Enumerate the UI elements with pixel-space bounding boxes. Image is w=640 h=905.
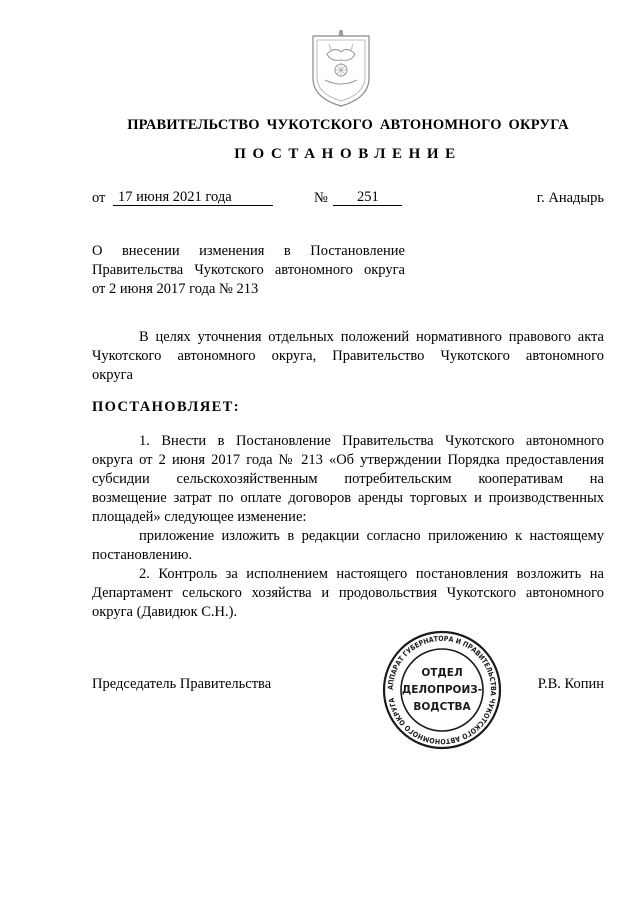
item-1-change-paragraph — [92, 527, 604, 565]
document-city: г. Анадырь — [536, 190, 604, 206]
document-subject — [92, 242, 405, 299]
government-title: ПРАВИТЕЛЬСТВО ЧУКОТСКОГО АВТОНОМНОГО ОКРУГА — [127, 117, 569, 133]
item-1-change-line: приложение изложить в редакции согласно приложению к настоящему — [139, 528, 604, 544]
item-2-line: округа (Давидюк С.Н.). — [92, 604, 238, 620]
office-stamp — [382, 630, 502, 750]
stamp-center-line: ВОДСТВА — [413, 701, 471, 713]
date-prefix: от — [92, 190, 106, 206]
coat-of-arms-icon — [305, 26, 377, 110]
stamp-center-line: ДЕЛОПРОИЗ- — [401, 684, 483, 696]
document-number — [333, 190, 402, 206]
item-2-line: Департамент сельского хозяйства и продовольствия Чукотского автономного — [92, 585, 604, 601]
item-1-line: возмещение затрат по оплате договоров аренды торговых и производственных — [92, 490, 604, 506]
document-type: ПОСТАНОВЛЕНИЕ — [234, 146, 462, 162]
preamble-line: округа — [92, 367, 133, 383]
item-1-line: субсидии сельскохозяйственным потребительским кооперативам на — [92, 471, 604, 487]
item-1-change-line: постановлению. — [92, 547, 193, 563]
preamble-line: В целях уточнения отдельных положений нормативного правового акта — [139, 329, 604, 345]
subject-line: Правительства Чукотского автономного округа — [92, 262, 405, 278]
item-2-line: 2. Контроль за исполнением настоящего постановления возложить на — [139, 566, 604, 582]
item-1-line: округа от 2 июня 2017 года № 213 «Об утверждении Порядка предоставления — [92, 452, 604, 468]
preamble-line: Чукотского автономного округа, Правительство Чукотского автономного — [92, 348, 604, 364]
document-date — [113, 190, 273, 206]
item-2-paragraph — [92, 565, 604, 622]
stamp-ring-textpath: АППАРАТ ГУБЕРНАТОРА И ПРАВИТЕЛЬСТВА ЧУКОТСКОГО АВТОНОМНОГО ОКРУГА — [385, 633, 499, 747]
signatory-name: Р.В. Копин — [537, 676, 604, 692]
stamp-center-line: ОТДЕЛ — [421, 667, 463, 679]
number-sign: № — [314, 190, 328, 206]
item-1-paragraph — [92, 432, 604, 527]
document-number-value: 251 — [357, 189, 379, 205]
subject-line: О внесении изменения в Постановление — [92, 243, 405, 259]
subject-line: от 2 июня 2017 года № 213 — [92, 281, 259, 297]
preamble-paragraph — [92, 328, 604, 385]
signatory-position: Председатель Правительства — [92, 676, 272, 692]
resolves-heading: ПОСТАНОВЛЯЕТ: — [92, 399, 240, 415]
item-1-line: площадей» следующее изменение: — [92, 509, 307, 525]
item-1-line: 1. Внести в Постановление Правительства Чукотского автономного — [139, 433, 604, 449]
document-date-value: 17 июня 2021 года — [118, 189, 232, 205]
